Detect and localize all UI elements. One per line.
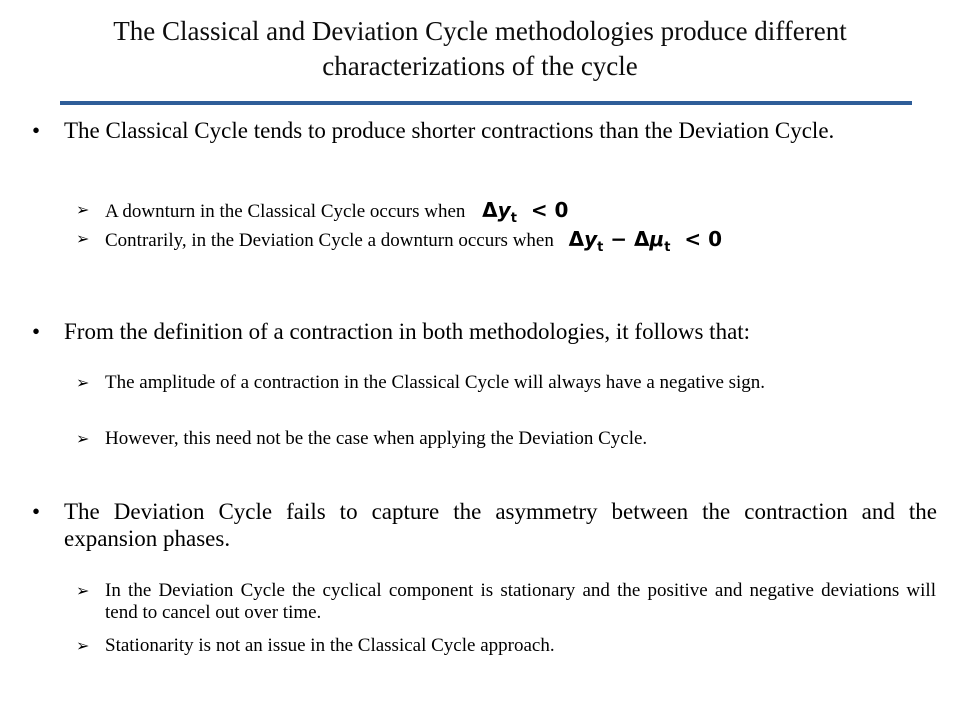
- arrow-icon: ➢: [76, 229, 90, 248]
- bullet-icon: •: [32, 118, 41, 143]
- sub-bullet-text: Stationarity is not an issue in the Classical Cycle approach.: [105, 635, 555, 656]
- bullet-text: From the definition of a contraction in both methodologies, it follows that:: [64, 319, 751, 344]
- sub-bullet-text: However, this need not be the case when applying the Deviation Cycle.: [105, 428, 648, 449]
- arrow-icon: ➢: [76, 200, 90, 219]
- bullet-icon: •: [32, 319, 41, 344]
- sub-bullet-text: In the Deviation Cycle the cyclical component is stationary and the positive and negative deviations will tend to cancel out over time.: [105, 580, 936, 623]
- sub-bullet-item: [76, 580, 936, 624]
- sub-bullet-item: [76, 635, 936, 657]
- title-underline: [60, 101, 912, 105]
- sub-bullet-item: [76, 199, 936, 230]
- arrow-icon: ➢: [76, 429, 90, 448]
- sub-bullet-item: [76, 228, 936, 259]
- arrow-icon: ➢: [76, 581, 90, 600]
- bullet-item: [32, 498, 937, 552]
- arrow-icon: ➢: [76, 636, 90, 655]
- sub-bullet-text: The amplitude of a contraction in the Classical Cycle will always have a negative sign.: [105, 372, 766, 393]
- math-expression: $\Delta y_t < 0$: [482, 198, 569, 226]
- math-expression: $\Delta y_t - \Delta\mu_t < 0$: [568, 227, 723, 255]
- arrow-icon: ➢: [76, 373, 90, 392]
- bullet-item: [32, 117, 937, 144]
- sub-bullet-item: [76, 428, 936, 450]
- bullet-text: The Classical Cycle tends to produce shorter contractions than the Deviation Cycle.: [64, 118, 835, 143]
- bullet-item: [32, 318, 937, 345]
- sub-bullet-item: [76, 372, 936, 394]
- bullet-icon: •: [32, 499, 41, 524]
- sub-bullet-text: A downturn in the Classical Cycle occurs when: [105, 201, 466, 222]
- bullet-text: The Deviation Cycle fails to capture the asymmetry between the contraction and the expansion phases.: [64, 499, 937, 551]
- sub-bullet-text: Contrarily, in the Deviation Cycle a downturn occurs when: [105, 230, 554, 251]
- slide-title: The Classical and Deviation Cycle methodologies produce different characterizations of the cycle: [113, 16, 847, 81]
